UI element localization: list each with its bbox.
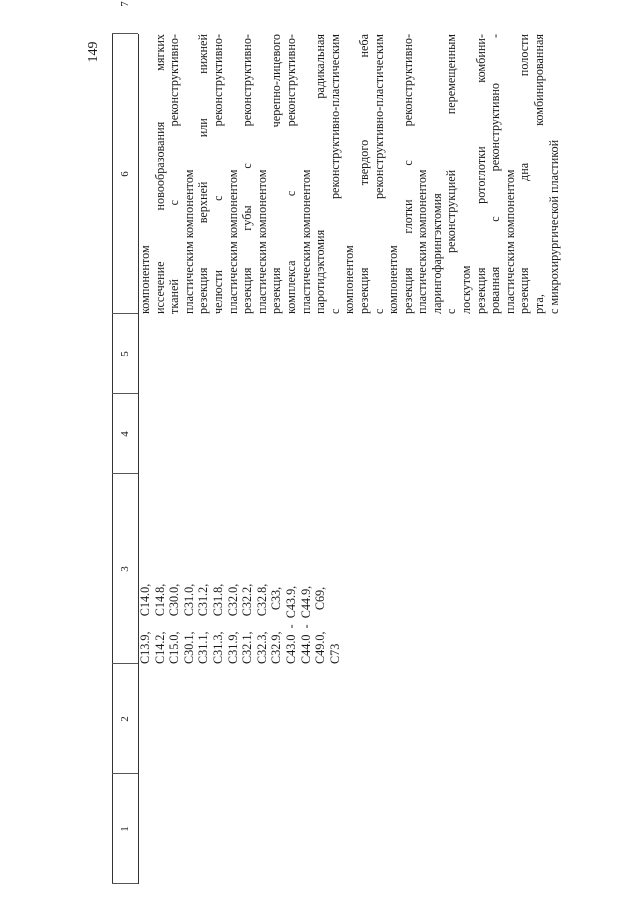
description-line: резекция черепно-лицевого — [269, 34, 284, 314]
table-page — [112, 1, 561, 884]
column-header-7: 7 — [119, 1, 131, 7]
description-line: компонентом — [386, 245, 401, 314]
description-line: резекция твердого неба — [356, 34, 371, 314]
description-line: иссечение новообразования мягких — [152, 34, 167, 314]
description-line: пластическим компонентом — [502, 169, 517, 314]
description-line: резекция ротоглотки комбини- — [473, 34, 488, 314]
description-line: паротидэктомия радикальная — [313, 34, 328, 314]
description-line: тканей с реконструктивно- — [167, 34, 182, 314]
description-line: с реконструктивно-пластическим — [371, 34, 386, 314]
description-line: лоскутом — [459, 265, 474, 314]
description-line: с реконструктивно-пластическим — [327, 34, 342, 314]
description-line: с реконструкцией перемещенным — [444, 34, 459, 314]
description-line: пластическим компонентом — [225, 169, 240, 314]
icd-code-row: C44.0 - C44.9, — [298, 585, 313, 664]
icd-code-row: C31.1, C31.2, — [196, 583, 211, 664]
icd-code-row: C15.0, C30.0, — [167, 583, 182, 664]
description-line: резекция дна полости — [517, 34, 532, 314]
column-header-5: 5 — [119, 351, 131, 357]
description-line: челюсти с реконструктивно- — [210, 34, 225, 314]
page-number: 149 — [86, 41, 101, 63]
icd-codes-cell — [138, 474, 342, 664]
icd-code-row: C14.2, C14.8, — [152, 583, 167, 664]
description-line: ларингофарингэктомия — [429, 193, 444, 314]
column-header-3: 3 — [119, 566, 131, 572]
column-header-2: 2 — [119, 716, 131, 722]
column-header-4: 4 — [119, 431, 131, 437]
description-line: резекция глотки с реконструктивно- — [400, 34, 415, 314]
description-line: пластическим компонентом — [254, 169, 269, 314]
description-line: пластическим компонентом — [181, 169, 196, 314]
icd-code-row: C32.9, C33, — [269, 586, 284, 664]
icd-code-row: C30.1, C31.0, — [181, 583, 196, 664]
column-header-6: 6 — [119, 171, 131, 177]
icd-code-row: C49.0, C69, — [313, 586, 328, 664]
description-line: компонентом — [138, 245, 152, 314]
description-line: комплекса с реконструктивно- — [283, 34, 298, 314]
description-line: резекция верхней или нижней — [196, 34, 211, 314]
description-line: с микрохирургической пластикой — [546, 139, 561, 314]
icd-code-row: C43.0 - C43.9, — [283, 585, 298, 664]
column-header-1: 1 — [119, 826, 131, 832]
description-line: пластическим компонентом — [415, 169, 430, 314]
icd-code-row: C13.9, C14.0, — [138, 583, 152, 664]
icd-code-row: C31.3, C31.8, — [210, 583, 225, 664]
icd-code-row: C32.1, C32.2, — [240, 583, 255, 664]
description-line: резекция губы с реконструктивно- — [240, 34, 255, 314]
icd-code-row: C73 — [327, 643, 342, 664]
table-top-border — [112, 34, 113, 884]
description-line: рованная с реконструктивно - — [488, 34, 503, 314]
icd-code-row: C32.3, C32.8, — [254, 583, 269, 664]
description-line: рта, комбинированная — [532, 34, 547, 314]
description-line: компонентом — [342, 245, 357, 314]
procedure-description-cell — [138, 34, 561, 314]
icd-code-row: C31.9, C32.0, — [225, 583, 240, 664]
description-line: пластическим компонентом — [298, 169, 313, 314]
